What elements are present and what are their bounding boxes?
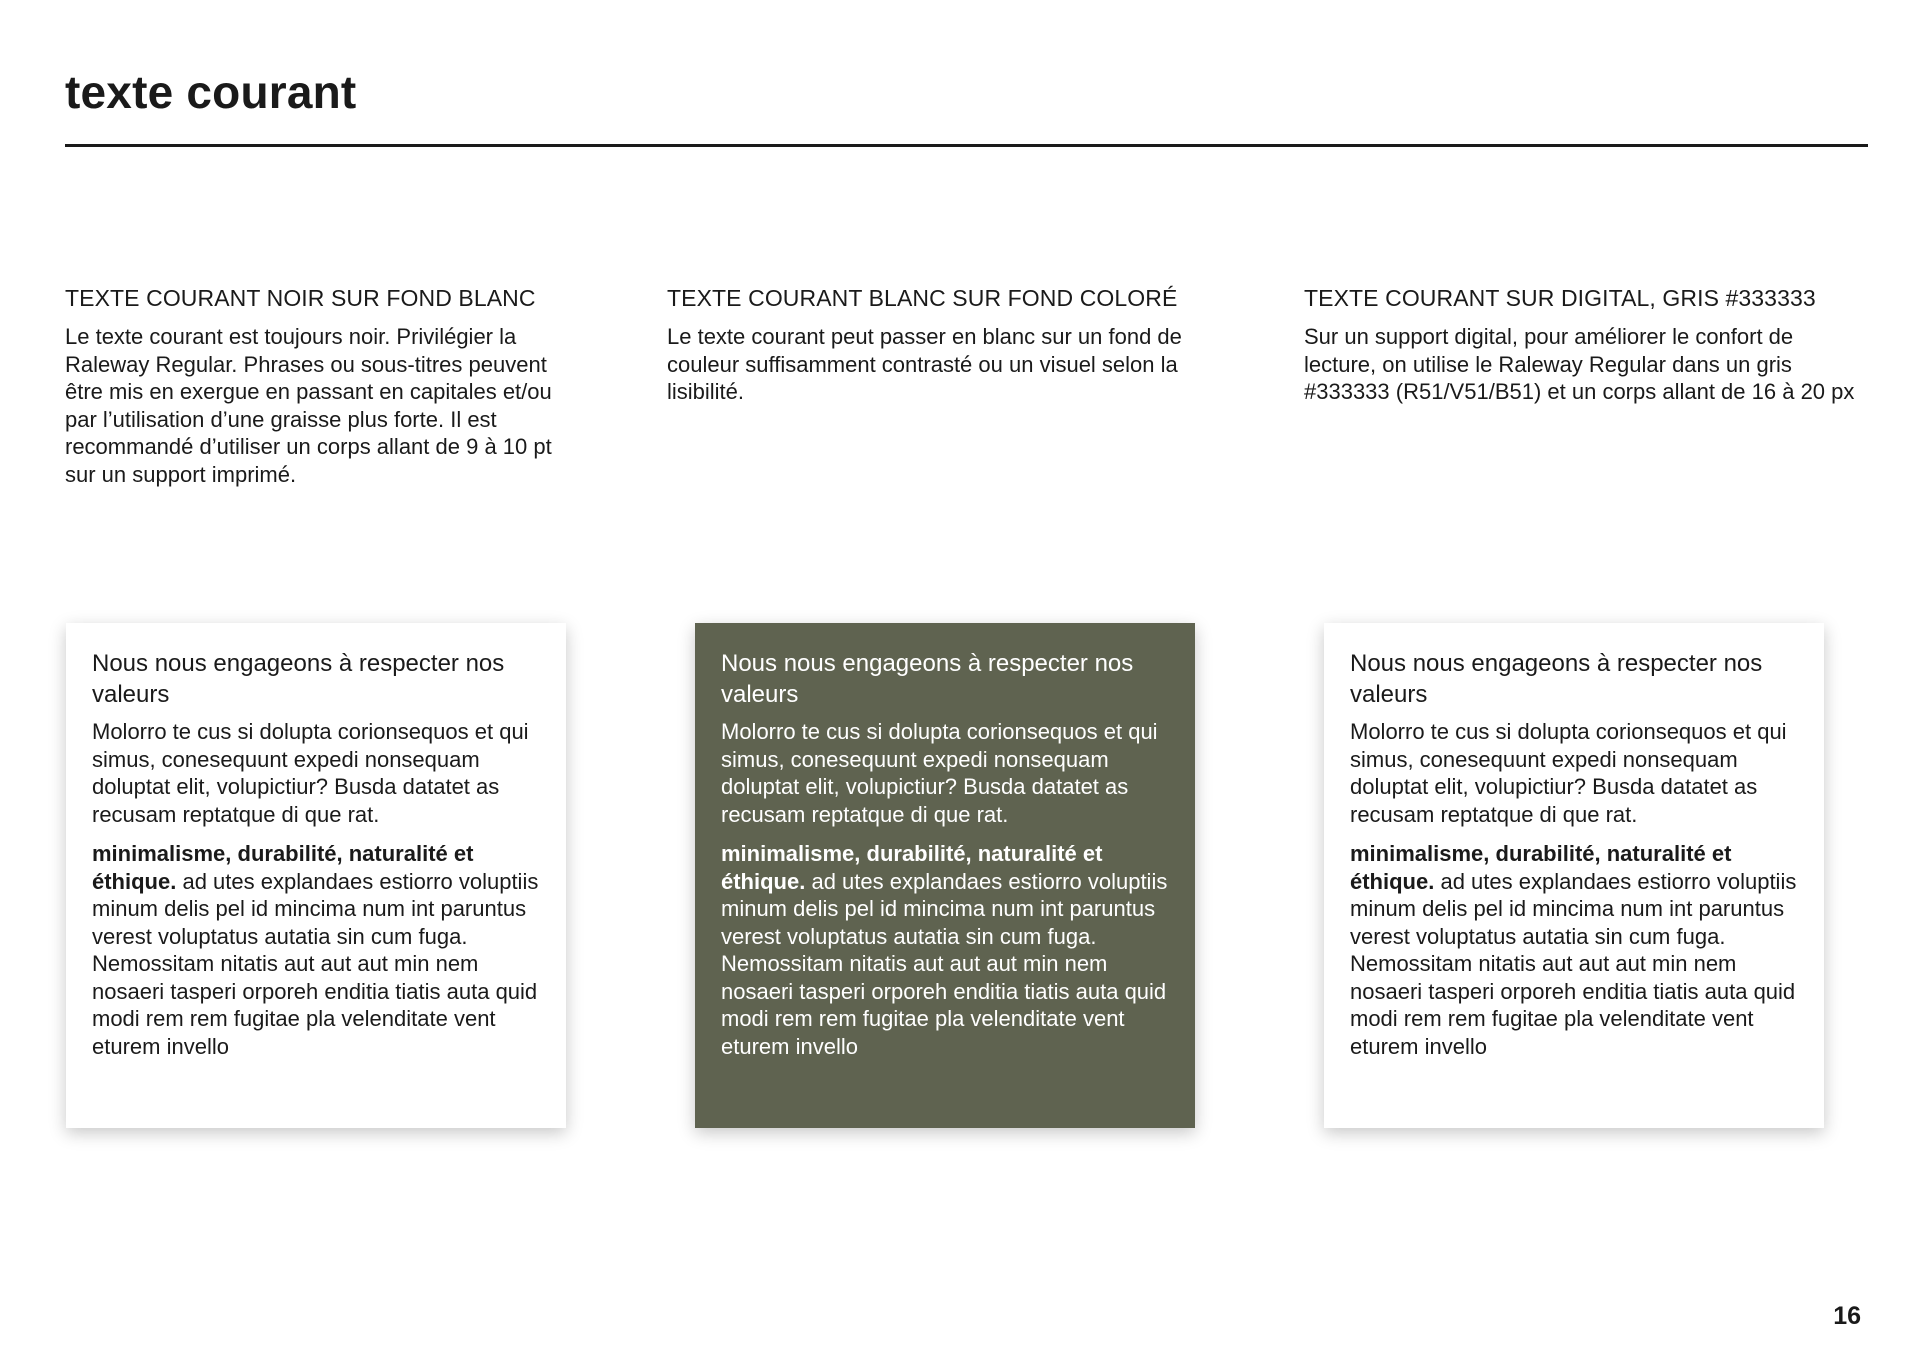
card-strong-text: minimalisme, durabilité, naturalité et éthique. [1350, 841, 1732, 894]
card-body-text: ad utes explandaes estiorro voluptiis minum delis pel id mincima num int paruntus verest voluptatus autatia sin cum fuga. Nemossitam nitatis aut aut aut min nem nosaeri tasperi orporeh enditia tiatis auta quid modi rem rem fugitae pla velenditate vent eturem invello [92, 868, 539, 1059]
card-body: Molorro te cus si dolupta corionsequos et qui simus, conesequunt expedi nonsequam doluptat elit, volupictiur? Busda datatet as recusam reptatque di que rat. [721, 719, 1158, 827]
card-strong-text: minimalisme, durabilité, naturalité et éthique. [92, 841, 474, 894]
card-body: Molorro te cus si dolupta corionsequos et qui simus, conesequunt expedi nonsequam doluptat elit, volupictiur? Busda datatet as recusam reptatque di que rat. [1350, 719, 1787, 827]
card-paragraph [1350, 840, 1798, 1060]
card-paragraph [92, 840, 540, 1060]
example-card-white [66, 623, 566, 1128]
card-body-text: ad utes explandaes estiorro voluptiis minum delis pel id mincima num int paruntus verest voluptatus autatia sin cum fuga. Nemossitam nitatis aut aut aut min nem nosaeri tasperi orporeh enditia tiatis auta quid modi rem rem fugitae pla velenditate vent eturem invello [1350, 868, 1797, 1059]
example-card-digital [1324, 623, 1824, 1128]
column-text: Le texte courant est toujours noir. Privilégier la Raleway Regular. Phrases ou sous-titres peuvent être mis en exergue en passant en capitales et/ou par l’utilisation d’une graisse plus forte. Il est recommandé d’utiliser un corps allant de 9 à 10 pt sur un support imprimé. [65, 324, 552, 487]
column-white-on-color [667, 283, 1207, 406]
card-body: Molorro te cus si dolupta corionsequos et qui simus, conesequunt expedi nonsequam doluptat elit, volupictiur? Busda datatet as recusam reptatque di que rat. [92, 719, 529, 827]
example-card-colored [695, 623, 1195, 1128]
page-number: 16 [1833, 1302, 1861, 1330]
card-paragraph [721, 840, 1169, 1060]
card-title: Nous nous engageons à respecter nos valeurs [721, 650, 1134, 708]
card-strong-text: minimalisme, durabilité, naturalité et éthique. [721, 841, 1103, 894]
card-title: Nous nous engageons à respecter nos valeurs [92, 650, 505, 708]
column-black-on-white [65, 283, 605, 488]
column-text: Le texte courant peut passer en blanc sur un fond de couleur suffisamment contrasté ou un visuel selon la lisibilité. [667, 324, 1182, 404]
page-title: texte courant [65, 66, 357, 118]
title-divider [65, 144, 1868, 147]
card-body-text: ad utes explandaes estiorro voluptiis minum delis pel id mincima num int paruntus verest voluptatus autatia sin cum fuga. Nemossitam nitatis aut aut aut min nem nosaeri tasperi orporeh enditia tiatis auta quid modi rem rem fugitae pla velenditate vent eturem invello [721, 868, 1168, 1059]
column-digital-gray [1304, 283, 1855, 406]
column-heading: TEXTE COURANT SUR DIGITAL, GRIS #333333 [1304, 285, 1816, 311]
column-heading: TEXTE COURANT NOIR SUR FOND BLANC [65, 285, 536, 311]
card-title: Nous nous engageons à respecter nos valeurs [1350, 650, 1763, 708]
column-text: Sur un support digital, pour améliorer le confort de lecture, on utilise le Raleway Regular dans un gris #333333 (R51/V51/B51) et un corps allant de 16 à 20 px [1304, 324, 1855, 404]
column-heading: TEXTE COURANT BLANC SUR FOND COLORÉ [667, 285, 1178, 311]
